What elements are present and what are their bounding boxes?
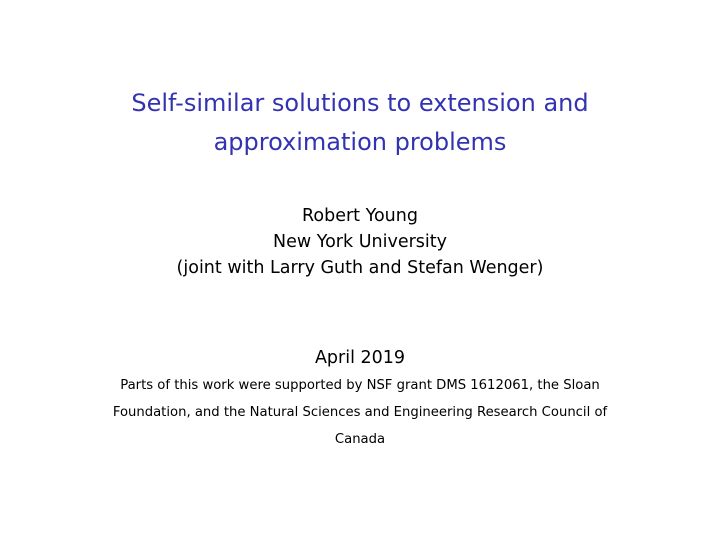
funding-note-line-1: Parts of this work were supported by NSF grant DMS 1612061, the Sloan xyxy=(120,378,600,393)
slide-title-line-1: Self-similar solutions to extension and xyxy=(131,89,589,117)
funding-note-line-3: Canada xyxy=(334,432,386,447)
presentation-date: April 2019 xyxy=(314,348,406,368)
author-name: Robert Young xyxy=(302,206,418,226)
author-institution: New York University xyxy=(273,232,447,252)
slide-title-line-2: approximation problems xyxy=(213,128,507,156)
funding-note-line-2: Foundation, and the Natural Sciences and Engineering Research Council of xyxy=(112,405,608,420)
collaborators-note: (joint with Larry Guth and Stefan Wenger) xyxy=(176,258,544,278)
